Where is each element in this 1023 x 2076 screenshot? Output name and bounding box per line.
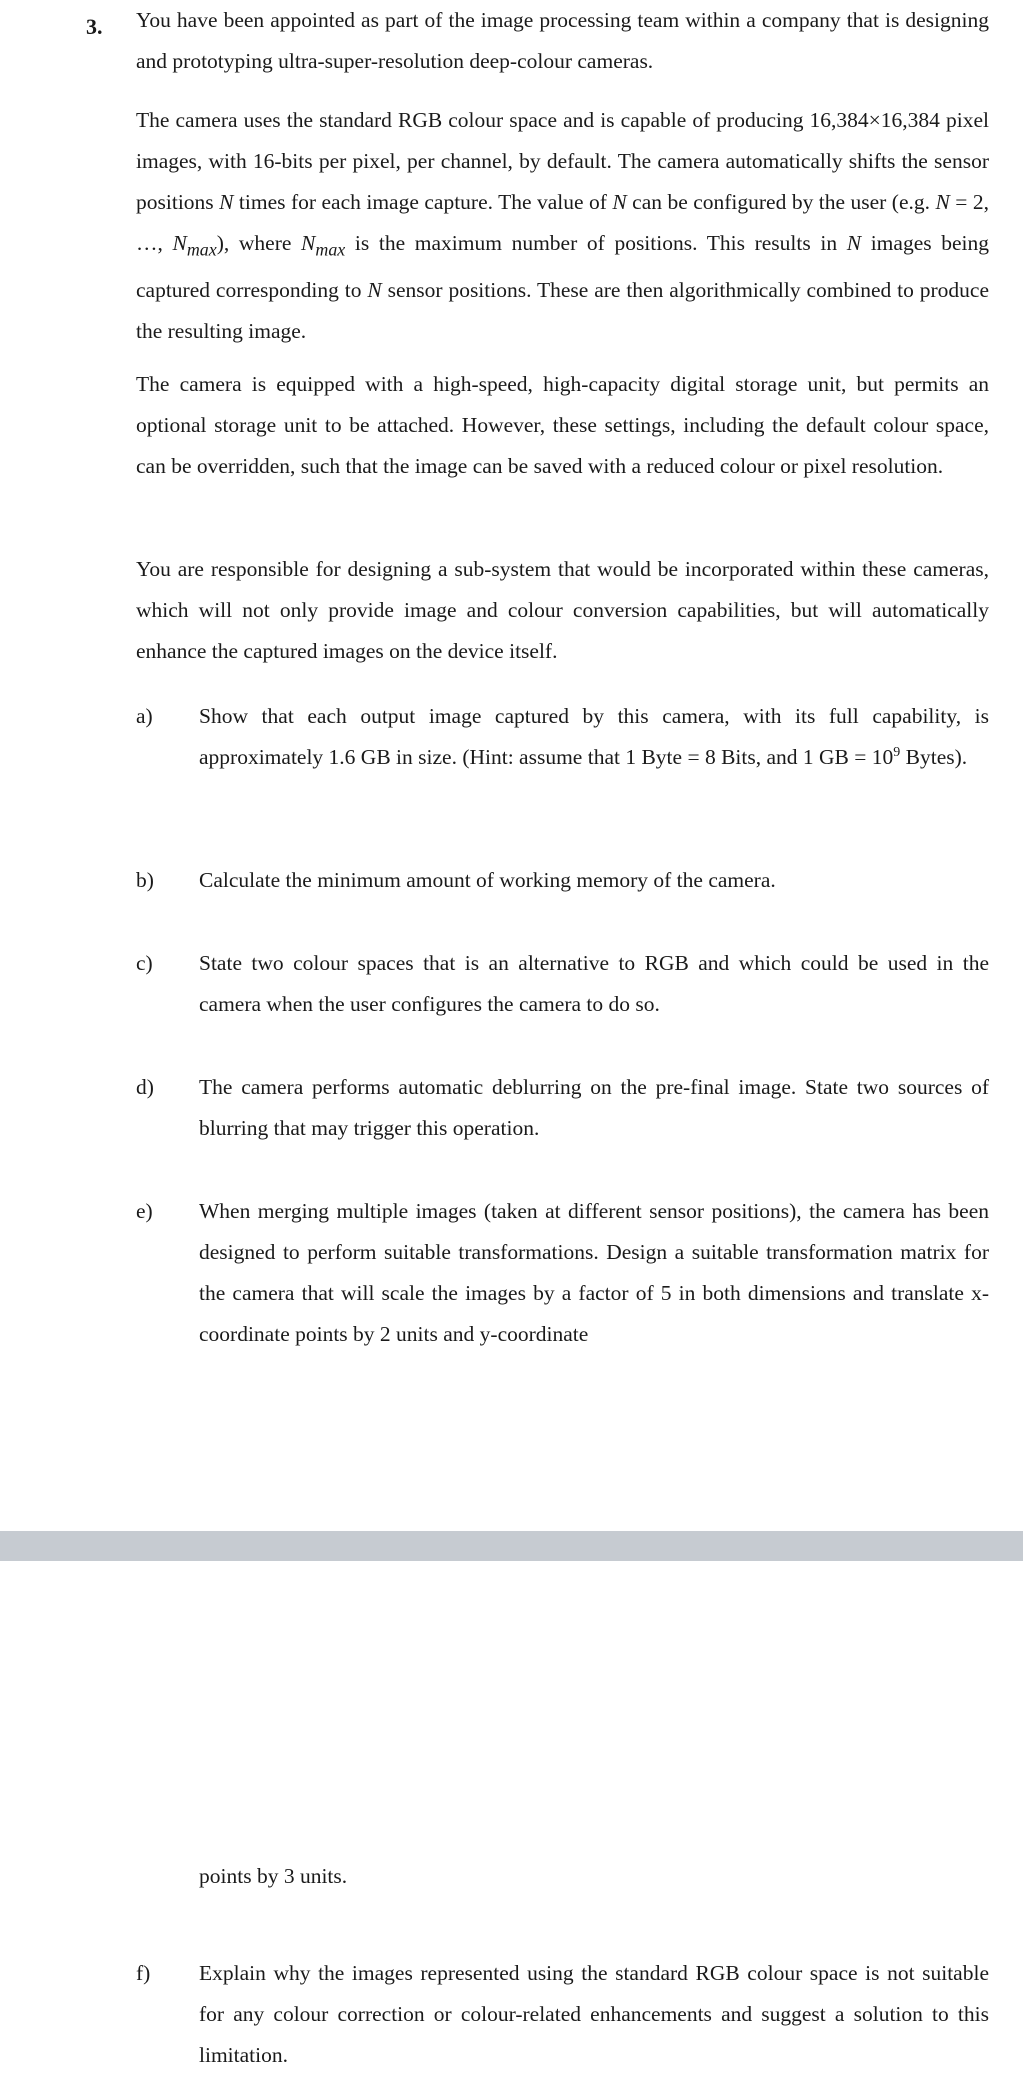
subsystem-paragraph: You are responsible for designing a sub-system that would be incorporated within these cameras, which will not only provide image and colour conversion capabilities, but will automatically enhance the captured images on the device itself. — [136, 557, 989, 663]
storage-paragraph: The camera is equipped with a high-speed, high-capacity digital storage unit, but permits an optional storage unit to be attached. However, these settings, including the default colour space, can be overridden, such that the image can be saved with a reduced colour or pixel resolution. — [136, 372, 989, 478]
item-e-continuation: points by 3 units. — [199, 1864, 348, 1888]
question-number: 3. — [86, 14, 103, 39]
item-d-text: The camera performs automatic deblurring on the pre-final image. State two sources of blurring that may trigger this operation. — [199, 1075, 989, 1140]
item-e-text: When merging multiple images (taken at different sensor positions), the camera has been designed to perform suitable transformations. Design a suitable transformation matrix for the camera that will scale the images by a factor of 5 in both dimensions and translate x-coordinate points by 2 units and y-coordinate — [199, 1199, 989, 1346]
item-a-label: a) — [136, 704, 153, 728]
item-c-label: c) — [136, 951, 153, 975]
item-f-text: Explain why the images represented using the standard RGB colour space is not suitable for any colour correction or colour-related enhancements and suggest a solution to this limitation. — [199, 1961, 989, 2067]
item-d-label: d) — [136, 1075, 154, 1099]
item-e-label: e) — [136, 1199, 153, 1223]
item-c-text: State two colour spaces that is an alternative to RGB and which could be used in the camera when the user configures the camera to do so. — [199, 951, 989, 1016]
camera-spec-paragraph: The camera uses the standard RGB colour space and is capable of producing 16,384×16,384 pixel images, with 16-bits per pixel, per channel, by default. The camera automatically shifts the sensor positions N times for each image capture. The value of N can be configured by the user (e.g. N = 2, …, $N_{max}$), where $N_{max}$ is the maximum number of positions. This results in N images being captured corresponding to N sensor positions. These are then algorithmically combined to produce the resulting image. — [136, 108, 990, 344]
page-separator-band — [0, 1531, 1023, 1561]
item-b-label: b) — [136, 868, 154, 892]
question-intro: You have been appointed as part of the image processing team within a company that is designing and prototyping ultra-super-resolution deep-colour cameras. — [136, 8, 989, 73]
item-f-label: f) — [136, 1961, 151, 1985]
item-a-text: Show that each output image captured by this camera, with its full capability, is approximately 1.6 GB in size. (Hint: assume that 1 Byte = 8 Bits, and 1 GB = $10^9$ Bytes). — [199, 704, 989, 769]
item-b-text: Calculate the minimum amount of working memory of the camera. — [199, 868, 776, 892]
